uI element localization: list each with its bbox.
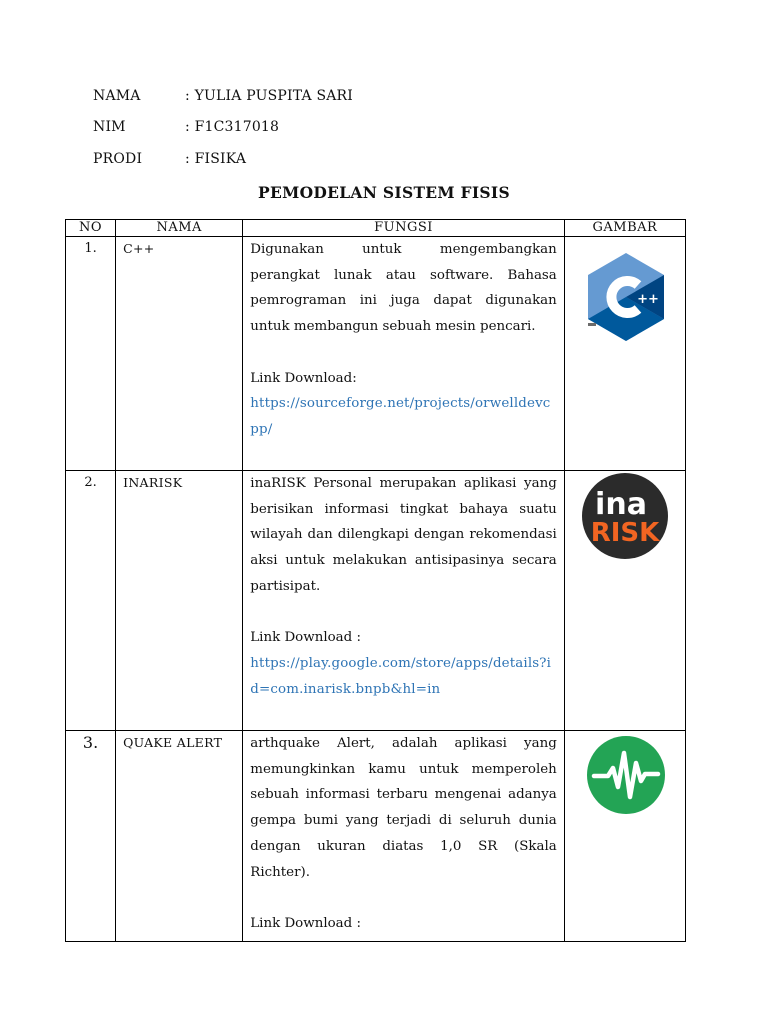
apps-table (65, 219, 686, 942)
download-link[interactable]: https://sourceforge.net/projects/orwelldevcpp/ (250, 396, 551, 437)
app-name: C++ (116, 237, 243, 471)
prodi-label: PRODI (93, 151, 143, 167)
prodi-value: : FISIKA (185, 151, 247, 167)
download-label: Link Download: (250, 370, 357, 386)
nama-label: NAMA (93, 88, 141, 104)
app-image-cell (564, 731, 685, 942)
cpp-logo-shadow (588, 323, 596, 326)
column-header-nama: NAMA (116, 220, 243, 237)
table-row (66, 471, 686, 731)
inarisk-logo-icon (581, 472, 669, 560)
app-description: inaRISK Personal merupakan aplikasi yang berisikan informasi tingkat bahaya suatu wilayah dan dilengkapi dengan rekomendasi aksi untuk melakukan antisipasinya secara partisipat. (250, 476, 557, 594)
app-image-cell (564, 237, 685, 471)
row-number: 2. (66, 471, 116, 731)
column-header-no: NO (66, 220, 116, 237)
app-image-cell (564, 471, 685, 731)
column-header-gambar: GAMBAR (564, 220, 685, 237)
document-title: PEMODELAN SISTEM FISIS (258, 183, 510, 202)
inarisk-risk-text: RISK (590, 518, 660, 548)
cpp-plus-text: ++ (636, 292, 659, 307)
table-header-row (66, 220, 686, 237)
nim-label: NIM (93, 119, 126, 135)
row-number: 1. (66, 237, 116, 471)
table-row (66, 731, 686, 942)
nama-value: : YULIA PUSPITA SARI (185, 88, 354, 104)
nim-value: : F1C317018 (185, 119, 280, 135)
download-label: Link Download : (250, 915, 362, 931)
app-function-cell (243, 731, 565, 942)
quake-alert-logo-icon (586, 735, 666, 815)
app-name: INARISK (116, 471, 243, 731)
download-link[interactable]: https://play.google.com/store/apps/details?id=com.inarisk.bnpb&hl=in (250, 655, 552, 697)
app-description: arthquake Alert, adalah aplikasi yang memungkinkan kamu untuk memperoleh sebuah informasi terbaru mengenai adanya gempa bumi yang terjadi di seluruh dunia dengan ukuran diatas 1,0 SR (Skala Richter). (250, 736, 557, 880)
table-row (66, 237, 686, 471)
app-function-cell (243, 471, 565, 731)
app-function-cell (243, 237, 565, 471)
inarisk-ina-text: ina (594, 487, 647, 522)
app-name: QUAKE ALERT (116, 731, 243, 942)
row-number: 3. (66, 731, 116, 942)
download-label: Link Download : (250, 630, 362, 646)
cpp-logo-icon (586, 251, 666, 343)
app-description: Digunakan untuk mengembangkan perangkat lunak atau software. Bahasa pemrograman ini juga dapat digunakan untuk membangun sebuah mesin pencari. (250, 242, 557, 335)
column-header-fungsi: FUNGSI (243, 220, 565, 237)
